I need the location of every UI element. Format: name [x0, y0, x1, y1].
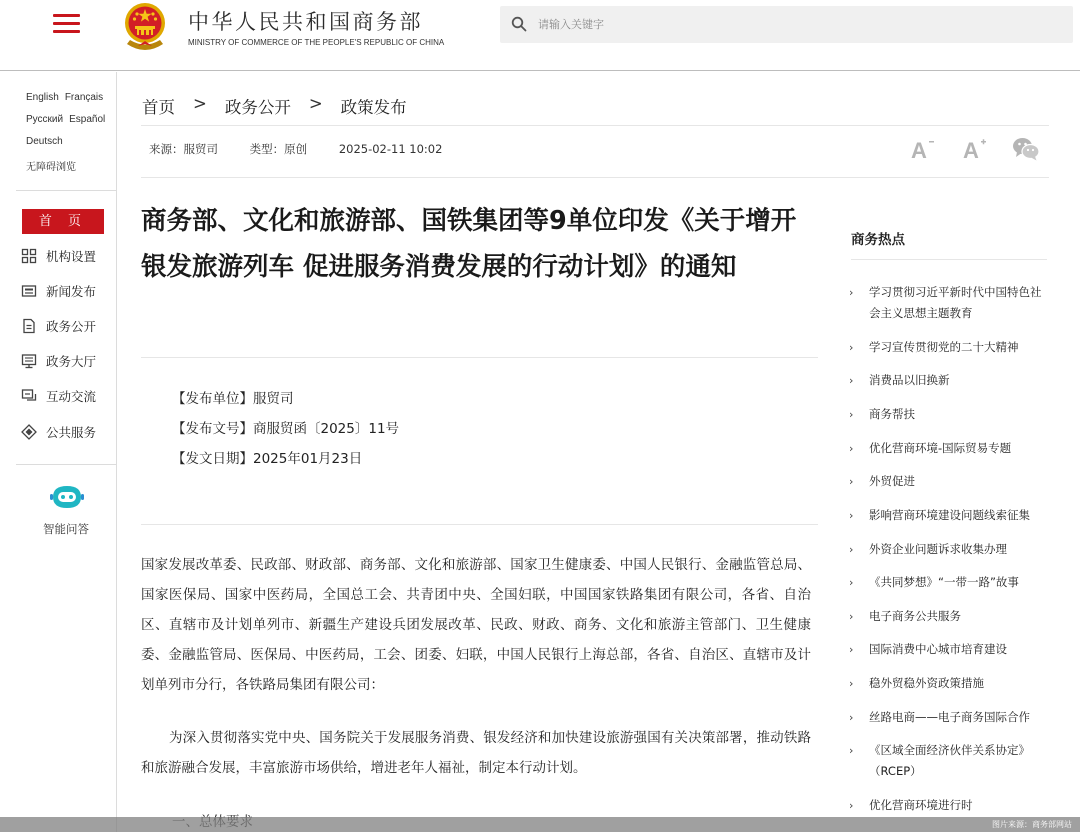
hot-topic-label: 学习宣传贯彻党的二十大精神: [869, 340, 1019, 354]
chevron-right-icon: ›: [849, 408, 854, 421]
chevron-right-icon: ›: [849, 374, 854, 387]
divider: [141, 125, 1049, 126]
divider: [141, 357, 818, 358]
issue-date-text: 【发文日期】2025年01月23日: [172, 451, 363, 467]
hot-topics-title: 商务热点: [851, 232, 905, 248]
hot-topic-label: 丝路电商——电子商务国际合作: [869, 710, 1030, 724]
sidebar-item-news[interactable]: [21, 280, 96, 302]
hot-topic-item[interactable]: [849, 337, 1049, 358]
sidebar-item-label: 机构设置: [46, 249, 97, 264]
hot-topic-label: 外资企业问题诉求收集办理: [869, 542, 1007, 556]
breadcrumb-separator: >: [193, 94, 207, 113]
hot-topic-label: 电子商务公共服务: [869, 609, 961, 623]
hot-topic-item[interactable]: [849, 707, 1049, 728]
lang-russian-link[interactable]: Русский: [26, 114, 64, 125]
accessibility-link[interactable]: 无障碍浏览: [26, 162, 76, 173]
hot-topic-label: 影响营商环境建设问题线索征集: [869, 508, 1030, 522]
hot-topic-label: 优化营商环境进行时: [869, 798, 973, 812]
intro-paragraph: 为深入贯彻落实党中央、国务院关于发展服务消费、银发经济和加快建设旅游强国有关决策部署，推动铁路和旅游融合发展，丰富旅游市场供给，增进老年人福祉，制定本行动计划。: [141, 730, 811, 776]
lang-german-link[interactable]: Deutsch: [26, 136, 63, 147]
search-box: [500, 6, 1073, 43]
hot-topic-label: 优化营商环境-国际贸易专题: [869, 441, 1012, 455]
hot-topic-label: 外贸促进: [869, 474, 915, 488]
breadcrumb-separator: >: [308, 94, 323, 113]
hot-topic-item[interactable]: [849, 404, 1049, 425]
hot-topic-item[interactable]: [849, 740, 1049, 782]
search-input[interactable]: [538, 6, 1058, 43]
issuer-text: 【发布单位】服贸司: [172, 391, 294, 407]
document-icon: [21, 318, 37, 334]
sidebar-item-public-service[interactable]: [21, 421, 96, 443]
recipients-paragraph: 国家发展改革委、民政部、财政部、商务部、文化和旅游部、国家卫生健康委、中国人民银行、金融监管总局、国家医保局、国家中医药局，全国总工会、共青团中央、全国妇联，中国国家铁路集团有限公司，各省、自治区、直辖市及计划单列市、新疆生产建设兵团发展改革、民政、财政、商务、文化和旅游主管部门、卫生健康委、金融监管局、医保局、中医药局，工会、团委、妇联，中国人民银行上海总部，各省、自治区、直辖市及计划单列市分行，各铁路局集团有限公司：: [141, 557, 811, 693]
image-credit-bar: [0, 817, 1080, 832]
article-title: 商务部、文化和旅游部、国铁集团等9单位印发《关于增开银发旅游列车 促进服务消费发展的行动计划》的通知: [141, 206, 797, 282]
hot-topic-label: 《共同梦想》“一带一路”故事: [869, 575, 1019, 589]
breadcrumb-home[interactable]: 首页: [142, 98, 175, 117]
doc-number-text: 【发布文号】商服贸函〔2025〕11号: [172, 421, 400, 437]
hall-icon: [21, 353, 37, 369]
image-credit: 图片来源：商务部网站: [992, 820, 1072, 829]
sidebar-item-label: 政务公开: [46, 319, 97, 334]
chevron-right-icon: ›: [849, 610, 854, 623]
chevron-right-icon: ›: [849, 543, 854, 556]
site-header: [0, 0, 1080, 71]
breadcrumb-government-affairs[interactable]: 政务公开: [224, 98, 291, 117]
font-decrease-letter: A: [911, 138, 927, 162]
site-subtitle: MINISTRY OF COMMERCE OF THE PEOPLE'S REPUBLIC OF CHINA: [188, 38, 445, 47]
chevron-right-icon: ›: [849, 677, 854, 690]
sidebar-item-service-hall[interactable]: [21, 350, 96, 372]
lang-french-link[interactable]: Français: [64, 92, 104, 103]
language-links: [26, 92, 109, 103]
service-icon: [21, 424, 37, 440]
org-icon: [21, 248, 37, 264]
divider: [141, 524, 818, 525]
sidebar-item-organization[interactable]: [21, 245, 96, 267]
publish-date: 2025-02-11 10:02: [338, 142, 443, 156]
search-icon[interactable]: [511, 16, 527, 32]
hot-topic-label: 商务帮扶: [869, 407, 915, 421]
hot-topic-label: 国际消费中心城市培育建设: [869, 642, 1007, 656]
divider: [141, 177, 1049, 178]
chevron-right-icon: ›: [849, 744, 854, 757]
hot-topic-item[interactable]: [849, 795, 1049, 816]
sidebar-item-label: 互动交流: [46, 389, 97, 404]
sidebar-item-label: 公共服务: [46, 425, 97, 440]
hot-topic-item[interactable]: [849, 606, 1049, 627]
hot-topic-label: 学习贯彻习近平新时代中国特色社会主义思想主题教育: [869, 285, 1042, 320]
sidebar-item-interaction[interactable]: [21, 385, 96, 407]
lang-english-link[interactable]: English: [26, 92, 59, 103]
divider: [851, 259, 1047, 260]
chevron-right-icon: ›: [849, 576, 854, 589]
type-text: 类型：原创: [249, 142, 308, 156]
chevron-right-icon: ›: [849, 475, 854, 488]
assistant-label[interactable]: 智能问答: [43, 522, 89, 536]
sidebar-divider: [16, 464, 117, 465]
chevron-right-icon: ›: [849, 286, 854, 299]
font-increase-letter: A: [963, 138, 979, 162]
hot-topic-item[interactable]: [849, 370, 1049, 391]
wechat-icon[interactable]: [1012, 136, 1040, 162]
national-emblem-icon[interactable]: [120, 0, 170, 54]
chevron-right-icon: ›: [849, 509, 854, 522]
hot-topic-item[interactable]: [849, 438, 1049, 459]
breadcrumb: [142, 94, 407, 118]
chevron-right-icon: ›: [849, 643, 854, 656]
site-title[interactable]: 中华人民共和国商务部: [188, 10, 423, 34]
sidebar-item-label: 新闻发布: [46, 284, 97, 299]
chevron-right-icon: ›: [849, 711, 854, 724]
sidebar-item-government-affairs[interactable]: [21, 315, 96, 337]
news-icon: [21, 283, 37, 299]
sidebar-divider: [16, 190, 117, 191]
lang-spanish-link[interactable]: Español: [69, 114, 106, 125]
font-increase-icon[interactable]: [962, 136, 986, 162]
hot-topic-label: 消费品以旧换新: [869, 373, 950, 387]
chevron-right-icon: ›: [849, 799, 854, 812]
chevron-right-icon: ›: [849, 442, 854, 455]
hot-topic-item[interactable]: [849, 572, 1049, 593]
hot-topic-label: 稳外贸稳外资政策措施: [869, 676, 984, 690]
breadcrumb-policy-release[interactable]: 政策发布: [340, 98, 407, 117]
font-decrease-icon[interactable]: [910, 136, 934, 162]
sidebar-home-button[interactable]: 首 页: [22, 209, 104, 234]
article-meta: [149, 141, 470, 157]
chevron-right-icon: ›: [849, 341, 854, 354]
hot-topic-item[interactable]: [849, 639, 1049, 660]
hot-topic-item[interactable]: [849, 539, 1049, 560]
language-links: [26, 114, 111, 125]
robot-icon[interactable]: [49, 482, 85, 512]
sidebar-item-label: 政务大厅: [46, 354, 97, 369]
source-text: 来源：服贸司: [149, 142, 218, 156]
chat-icon: [21, 388, 37, 404]
language-links: [26, 136, 69, 147]
hot-topic-item[interactable]: [849, 471, 1049, 492]
hot-topic-item[interactable]: [849, 673, 1049, 694]
menu-icon[interactable]: [53, 14, 80, 34]
hot-topic-item[interactable]: [849, 282, 1049, 324]
hot-topic-label: 《区域全面经济伙伴关系协定》（RCEP）: [869, 743, 1030, 778]
left-sidebar: [0, 72, 117, 832]
hot-topic-item[interactable]: [849, 505, 1049, 526]
